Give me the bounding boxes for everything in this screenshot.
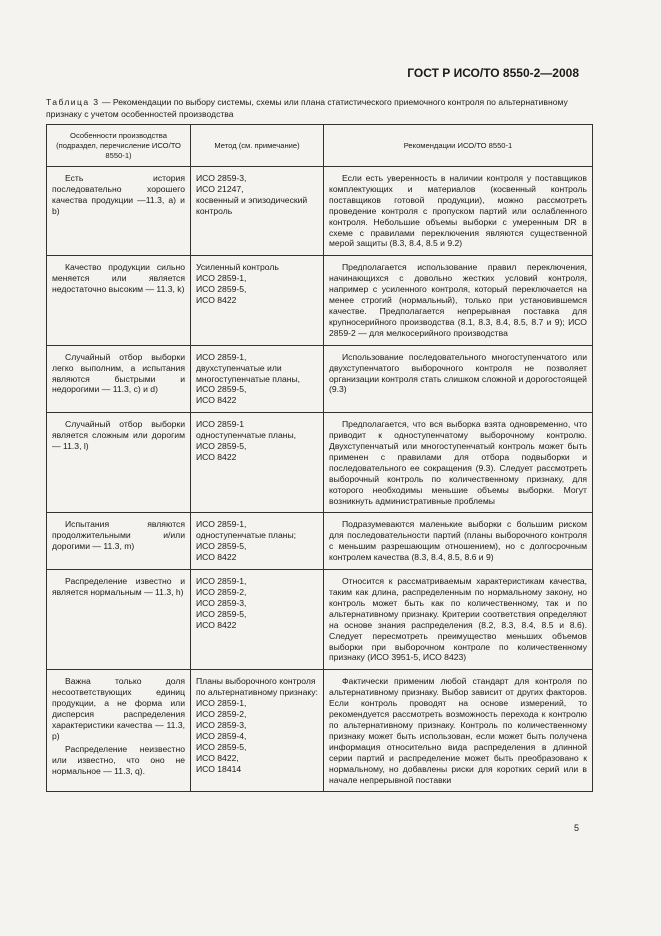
table-row (47, 167, 593, 256)
feature-text: Распределение известно и является нормальным — 11.3, h) (52, 576, 185, 597)
recommendation-text: Подразумеваются маленькие выборки с большим риском для последовательности партий (планы выборочного контроля с меньшим разрешающим отношением), но с долгосрочным контролем качества (8.3, 8.4, 8.5, 8.6 и 9) (329, 519, 587, 563)
feature-text: Случайный отбор выборки легко выполним, а испытания являются быстрыми и недорогими — 11.3, с) и d) (52, 351, 185, 395)
table-caption (46, 97, 591, 120)
table-row (47, 413, 593, 513)
table-caption-label: Таблица 3 (46, 97, 100, 107)
feature-text: Важна только доля несоответствующих единиц продукции, а не форма или дисперсия распределения характеристики качества — 11.3, р) (52, 676, 185, 741)
recommendation-cell (324, 570, 593, 670)
table-header-row (47, 125, 593, 167)
feature-cell (47, 413, 191, 513)
feature-cell (47, 513, 191, 570)
feature-text: Испытания являются продолжительными и/или дорогими — 11.3, m) (52, 519, 185, 552)
method-cell: ИСО 2859-1, ИСО 2859-2, ИСО 2859-3, ИСО 2859-5, ИСО 8422 (191, 570, 324, 670)
method-cell: ИСО 2859-3, ИСО 21247, косвенный и эпизодический контроль (191, 167, 324, 256)
recommendation-text: Предполагается, что вся выборка взята одновременно, что приводит к одноступенчатому выборочному контролю. Двухступенчатый или многоступенчатый контроль может быть применен с правилами для отбора подвыборки и последовательного ее сокращения (9.3). Следует рассмотреть выборочный контроль по количественному признаку, для которого необходимы меньшие объемы выборки. Могут возникнуть административные проблемы (329, 419, 587, 506)
method-cell: ИСО 2859-1 одноступенчатые планы, ИСО 2859-5, ИСО 8422 (191, 413, 324, 513)
recommendation-cell (324, 345, 593, 413)
recommendation-cell (324, 256, 593, 345)
feature-text: Распределение неизвестно или известно, что оно не нормальное — 11.3, q). (52, 743, 185, 776)
table-row (47, 256, 593, 345)
document-designation: ГОСТ Р ИСО/ТО 8550-2—2008 (407, 66, 579, 80)
recommendation-cell (324, 670, 593, 792)
table-caption-text: — Рекомендации по выбору системы, схемы или плана статистического приемочного контроля по альтернативному признаку с учетом особенностей производства (46, 97, 568, 119)
recommendation-text: Если есть уверенность в наличии контроля у поставщиков комплектующих и материалов (косвенный контроль поставщиков готовой продукции), можно рассмотреть проведение контроля с пропуском партий или ослабленного контроля. Небольшие объемы выборки с умеренным DR в схеме с правилами переключения являются существенной мерой защиты (8.3, 8.4, 8.5 и 9.2) (329, 173, 587, 249)
method-cell: Планы выборочного контроля по альтернативному признаку: ИСО 2859-1, ИСО 2859-2, ИСО 2859-3, ИСО 2859-4, ИСО 2859-5, ИСО 8422, ИСО 18414 (191, 670, 324, 792)
table-row (47, 570, 593, 670)
recommendation-cell (324, 513, 593, 570)
column-header-method: Метод (см. примечание) (191, 125, 324, 167)
feature-text: Случайный отбор выборки является сложным или дорогим — 11.3, l) (52, 419, 185, 452)
feature-text: Качество продукции сильно меняется или является недостаточно высоким — 11.3, k) (52, 262, 185, 295)
column-header-feature: Особенности производства (подраздел, перечисление ИСО/ТО 8550-1) (47, 125, 191, 167)
table-row (47, 670, 593, 792)
feature-text: Есть история последовательно хорошего качества продукции —11.3, а) и b) (52, 173, 185, 216)
feature-cell (47, 670, 191, 792)
page-number: 5 (574, 823, 580, 833)
recommendation-cell (324, 167, 593, 256)
method-cell: ИСО 2859-1, одноступенчатые планы; ИСО 2859-5, ИСО 8422 (191, 513, 324, 570)
method-cell: ИСО 2859-1, двухступенчатые или многоступенчатые планы, ИСО 2859-5, ИСО 8422 (191, 345, 324, 413)
recommendation-text: Относится к рассматриваемым характеристикам качества, таким как длина, распределенным по нормальному закону, но контроль может быть как по количественному, так и по альтернативному признаку. Критерии соответствия определяют на основе знания распределения (8.2, 8.3, 8.4, 8.5 и 8.6). Следует пересмотреть преимущество меньших объемов выборки при выборочном контроле по количественному признаку (ИСО 3951-5, ИСО 8423) (329, 576, 587, 663)
method-cell: Усиленный контроль ИСО 2859-1, ИСО 2859-5, ИСО 8422 (191, 256, 324, 345)
table-row (47, 345, 593, 413)
recommendation-text: Предполагается использование правил переключения, начинающихся с довольно жестких условий контроля, например с усиленного контроля, который переключается на менее строгий (нормальный), только при установившемся качестве. Предполагается непрерывная поставка для крупносерийного производства (8.1, 8.3, 8.4, 8.5, 8.7 и 9); ИСО 2859-2 — для мелкосерийного производства (329, 262, 587, 338)
recommendation-cell (324, 413, 593, 513)
recommendations-table (46, 124, 593, 792)
table-row (47, 513, 593, 570)
recommendation-text: Фактически применим любой стандарт для контроля по альтернативному признаку. Выбор зависит от других факторов. Если контроль проводят на основе измерений, то рекомендуется рассмотреть возможность перехода к контролю по альтернативному признаку. Контроль по количественному признаку может быть использован, если может быть получена информация относительно вида распределения в длинной серии партий и распределение может быть преобразовано к нормальному, но добавлены риски для коротких серий или в начале непрерывной поставки (329, 676, 587, 785)
feature-cell (47, 345, 191, 413)
feature-cell (47, 570, 191, 670)
feature-cell (47, 256, 191, 345)
column-header-recommendation: Рекомендации ИСО/ТО 8550-1 (324, 125, 593, 167)
feature-cell (47, 167, 191, 256)
recommendation-text: Использование последовательного многоступенчатого или двухступенчатого выборочного контроля не позволяет организации контроля стать слишком сложной и дорогостоящей (9.3) (329, 351, 587, 395)
